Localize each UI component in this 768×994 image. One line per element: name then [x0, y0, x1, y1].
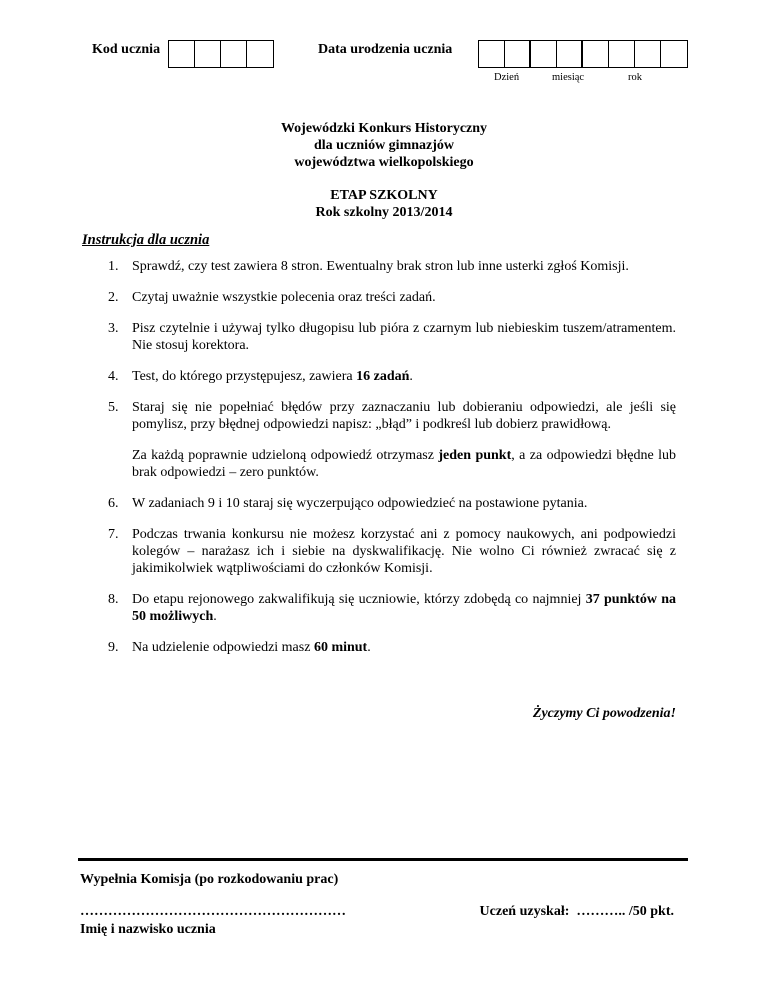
item-text-pre: Test, do którego przystępujesz, zawiera	[132, 369, 357, 384]
title-line-2: dla uczniów gimnazjów	[314, 138, 454, 153]
scoring-bold: jeden punkt	[438, 448, 512, 463]
score-field[interactable]: Uczeń uzyskał: ……….. /50 pkt.	[479, 904, 674, 919]
day-cell[interactable]	[479, 41, 505, 67]
stage-title: ETAP SZKOLNY	[330, 188, 438, 203]
item-number: 3.	[108, 321, 119, 336]
code-cell[interactable]	[195, 41, 221, 67]
year-cell[interactable]	[583, 41, 609, 67]
list-item	[108, 289, 676, 306]
good-luck-text: Życzymy Ci powodzenia!	[532, 706, 676, 721]
competition-title	[0, 120, 768, 171]
list-item	[108, 639, 676, 656]
item-text: Podczas trwania konkursu nie możesz korzystać ani z pomocy naukowych, ani podpowiedzi kolegów – narażasz ich i siebie na dyskwalifikację. Nie wolno Ci również zwracać się z jakimikolwiek wątpliwościami do członków Komisji.	[132, 527, 676, 576]
code-cell[interactable]	[221, 41, 247, 67]
item-number: 6.	[108, 496, 119, 511]
instructions-heading: Instrukcja dla ucznia	[82, 232, 210, 248]
commission-label: Wypełnia Komisja (po rozkodowaniu prac)	[80, 872, 339, 887]
scoring-post: , a za odpowiedzi błędne lub brak odpowiedzi – zero punktów.	[132, 448, 677, 480]
year-cell[interactable]	[661, 41, 687, 67]
year-cell[interactable]	[609, 41, 635, 67]
day-cell[interactable]	[505, 41, 531, 67]
list-item	[108, 368, 676, 385]
year-label: rok	[628, 72, 642, 83]
item-number: 4.	[108, 369, 119, 384]
list-item	[108, 526, 676, 577]
item-text-post: .	[213, 609, 217, 624]
student-name-label: Imię i nazwisko ucznia	[80, 922, 216, 937]
item-number: 5.	[108, 400, 119, 415]
footer-separator	[78, 858, 688, 861]
name-dots-line[interactable]: …………………………………………………	[80, 904, 346, 919]
item-text-pre: Do etapu rejonowego zakwalifikują się uczniowie, którzy zdobędą co najmniej	[132, 592, 586, 607]
item-number: 9.	[108, 640, 119, 655]
item-number: 2.	[108, 290, 119, 305]
item-text-post: .	[367, 640, 371, 655]
student-code-boxes[interactable]	[168, 40, 274, 68]
item-text-bold: 60 minut	[313, 640, 368, 655]
month-cell[interactable]	[531, 41, 557, 67]
list-item	[108, 399, 676, 481]
code-cell[interactable]	[169, 41, 195, 67]
title-line-3: województwa wielkopolskiego	[294, 155, 474, 170]
item-text: Czytaj uważnie wszystkie polecenia oraz treści zadań.	[132, 290, 436, 305]
item-text-bold: 16 zadań	[356, 369, 410, 384]
list-item	[108, 258, 676, 275]
item-text-post: .	[409, 369, 413, 384]
item-text: Pisz czytelnie i używaj tylko długopisu lub pióra z czarnym lub niebieskim tuszem/atramentem. Nie stosuj korektora.	[132, 321, 676, 353]
item-text-pre: Na udzielenie odpowiedzi masz	[132, 640, 314, 655]
list-item	[108, 495, 676, 512]
title-line-1: Wojewódzki Konkurs Historyczny	[280, 121, 488, 136]
instructions-list	[108, 258, 676, 656]
item-text-bold: 37 punktów na 50 możliwych	[132, 592, 677, 624]
item-text: Sprawdź, czy test zawiera 8 stron. Ewentualny brak stron lub inne usterki zgłoś Komisji.	[132, 259, 629, 274]
item-number: 1.	[108, 259, 119, 274]
code-cell[interactable]	[247, 41, 273, 67]
item-number: 8.	[108, 592, 119, 607]
stage-block	[0, 187, 768, 221]
birth-date-boxes[interactable]	[478, 40, 688, 68]
month-cell[interactable]	[557, 41, 583, 67]
school-year: Rok szkolny 2013/2014	[315, 205, 453, 220]
list-item	[108, 591, 676, 625]
student-code-label: Kod ucznia	[92, 42, 161, 57]
birth-date-label: Data urodzenia ucznia	[318, 42, 453, 57]
item-text: Staraj się nie popełniać błędów przy zaznaczaniu lub dobieraniu odpowiedzi, ale jeśli się pomylisz, przy błędnej odpowiedzi napisz: „błąd” i podkreśl lub dobierz prawidłową.	[132, 400, 676, 432]
list-item	[108, 320, 676, 354]
item-number: 7.	[108, 527, 119, 542]
scoring-pre: Za każdą poprawnie udzieloną odpowiedź otrzymasz	[132, 448, 439, 463]
day-label: Dzień	[494, 72, 520, 83]
scoring-note	[132, 447, 676, 481]
item-text: W zadaniach 9 i 10 staraj się wyczerpująco odpowiedzieć na postawione pytania.	[132, 496, 588, 511]
month-label: miesiąc	[552, 72, 585, 83]
year-cell[interactable]	[635, 41, 661, 67]
